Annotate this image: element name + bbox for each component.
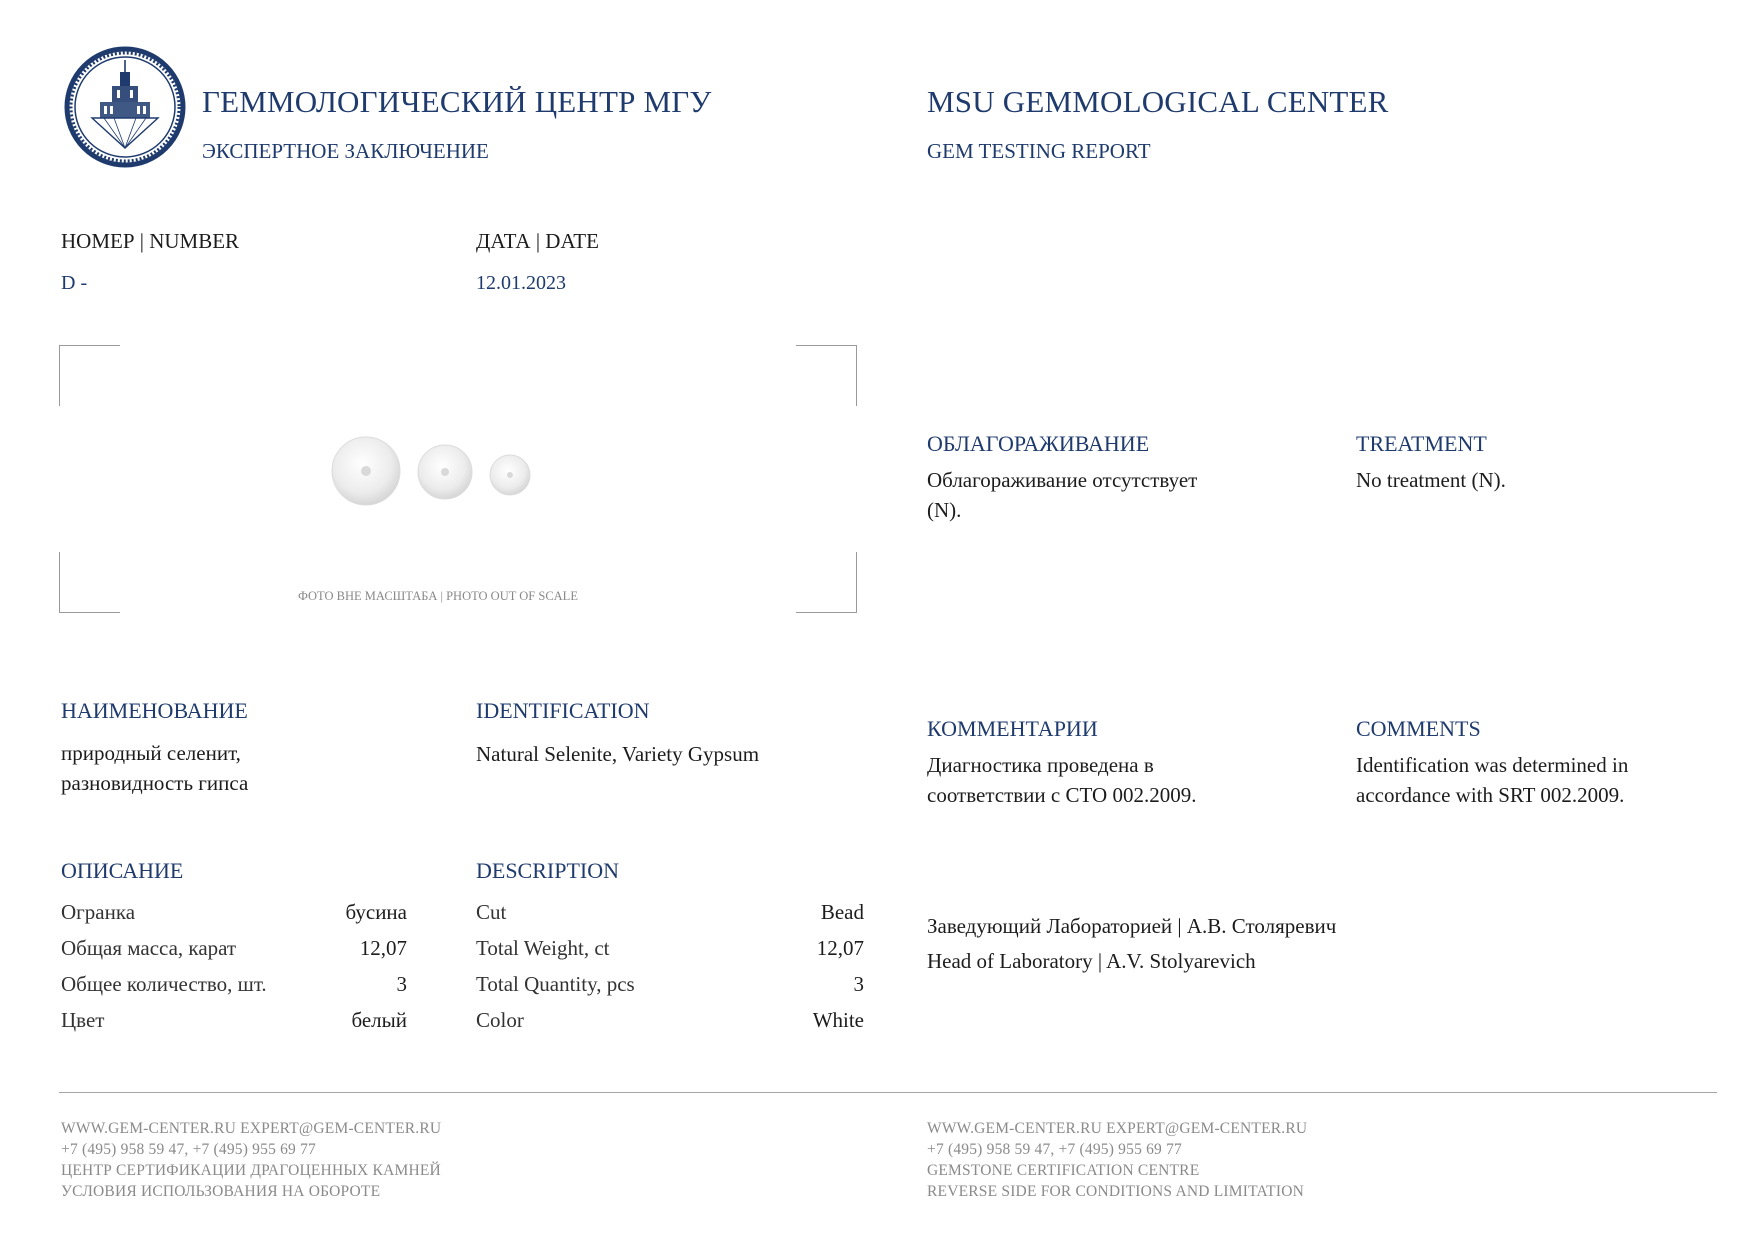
- comments-text-en: [1356, 750, 1628, 810]
- footer-line: GEMSTONE CERTIFICATION CENTRE: [927, 1162, 1200, 1179]
- signature-ru: Заведующий Лабораторией | А.В. Столяревич: [927, 914, 1337, 938]
- header-subtitle-en: GEM TESTING REPORT: [927, 139, 1151, 163]
- footer-line: REVERSE SIDE FOR CONDITIONS AND LIMITATION: [927, 1183, 1305, 1200]
- signature-en: Head of Laboratory | A.V. Stolyarevich: [927, 949, 1256, 973]
- description-label-en: DESCRIPTION: [476, 858, 620, 883]
- photo-frame: [59, 345, 857, 613]
- description-value: бусина: [345, 900, 407, 924]
- description-table-en: [476, 900, 864, 1044]
- identification-label-en: IDENTIFICATION: [476, 698, 650, 723]
- comments-text-en-line1: Identification was determined in: [1356, 753, 1629, 777]
- comments-text-ru-line1: Диагностика проведена в: [927, 753, 1154, 777]
- description-row: [61, 1008, 407, 1044]
- photo-caption: ФОТО ВНЕ МАСШТАБА | PHOTO OUT OF SCALE: [298, 589, 578, 603]
- description-key: Огранка: [61, 900, 136, 924]
- description-value: White: [812, 1008, 864, 1032]
- description-key: Цвет: [61, 1008, 105, 1032]
- frame-corner: [796, 345, 857, 406]
- identification-text-en: Natural Selenite, Variety Gypsum: [476, 742, 760, 766]
- frame-corner: [59, 345, 120, 406]
- treatment-text-en: No treatment (N).: [1356, 468, 1506, 492]
- header-subtitle-ru: ЭКСПЕРТНОЕ ЗАКЛЮЧЕНИЕ: [202, 139, 489, 163]
- description-key: Color: [476, 1008, 524, 1032]
- description-row: [61, 900, 407, 936]
- description-key: Общее количество, шт.: [61, 972, 267, 996]
- number-value: D -: [61, 272, 88, 294]
- description-key: Total Quantity, pcs: [476, 972, 635, 996]
- description-row: [476, 936, 864, 972]
- description-row: [476, 900, 864, 936]
- description-row: [61, 936, 407, 972]
- header-title-en: MSU GEMMOLOGICAL CENTER: [927, 84, 1389, 119]
- treatment-text-ru-line1: Облагораживание отсутствует: [927, 468, 1198, 492]
- footer-line: +7 (495) 958 59 47, +7 (495) 955 69 77: [61, 1141, 316, 1158]
- footer-left: [61, 1118, 441, 1202]
- number-label: НОМЕР | NUMBER: [61, 229, 240, 253]
- identification-text-ru-line1: природный селенит,: [61, 741, 241, 765]
- footer-line: УСЛОВИЯ ИСПОЛЬЗОВАНИЯ НА ОБОРОТЕ: [61, 1183, 381, 1200]
- identification-text-ru: [61, 738, 248, 798]
- description-row: [476, 972, 864, 1008]
- comments-text-en-line2: accordance with SRT 002.2009.: [1356, 783, 1625, 807]
- footer-divider: [59, 1092, 1717, 1093]
- description-value: Bead: [820, 900, 864, 924]
- description-key: Общая масса, карат: [61, 936, 237, 960]
- footer-line: WWW.GEM-CENTER.RU EXPERT@GEM-CENTER.RU: [927, 1120, 1308, 1137]
- description-value: 12,07: [816, 936, 864, 960]
- treatment-text-ru: [927, 465, 1197, 525]
- description-value: 3: [396, 972, 407, 996]
- description-table-ru: [61, 900, 407, 1044]
- description-value: белый: [351, 1008, 407, 1032]
- description-label-ru: ОПИСАНИЕ: [61, 858, 184, 883]
- msu-seal-icon: [64, 46, 186, 168]
- comments-text-ru-line2: соответствии с СТО 002.2009.: [927, 783, 1197, 807]
- treatment-label-en: TREATMENT: [1356, 431, 1487, 456]
- treatment-text-ru-line2: (N).: [927, 498, 962, 522]
- description-key: Total Weight, ct: [476, 936, 610, 960]
- date-value: 12.01.2023: [476, 272, 566, 294]
- footer-line: WWW.GEM-CENTER.RU EXPERT@GEM-CENTER.RU: [61, 1120, 442, 1137]
- identification-label-ru: НАИМЕНОВАНИЕ: [61, 698, 248, 723]
- treatment-label-ru: ОБЛАГОРАЖИВАНИЕ: [927, 431, 1150, 456]
- frame-corner: [59, 552, 120, 613]
- footer-line: +7 (495) 958 59 47, +7 (495) 955 69 77: [927, 1141, 1182, 1158]
- comments-text-ru: [927, 750, 1196, 810]
- description-key: Cut: [476, 900, 507, 924]
- description-row: [61, 972, 407, 1008]
- comments-label-en: COMMENTS: [1356, 716, 1481, 741]
- date-label: ДАТА | DATE: [476, 229, 599, 253]
- description-value: 3: [853, 972, 864, 996]
- description-value: 12,07: [359, 936, 407, 960]
- footer-line: ЦЕНТР СЕРТИФИКАЦИИ ДРАГОЦЕННЫХ КАМНЕЙ: [61, 1162, 441, 1179]
- header-title-ru: ГЕММОЛОГИЧЕСКИЙ ЦЕНТР МГУ: [202, 84, 712, 119]
- identification-text-ru-line2: разновидность гипса: [61, 771, 249, 795]
- gem-beads-photo: [321, 430, 601, 520]
- frame-corner: [796, 552, 857, 613]
- comments-label-ru: КОММЕНТАРИИ: [927, 716, 1098, 741]
- description-row: [476, 1008, 864, 1044]
- footer-right: [927, 1118, 1307, 1202]
